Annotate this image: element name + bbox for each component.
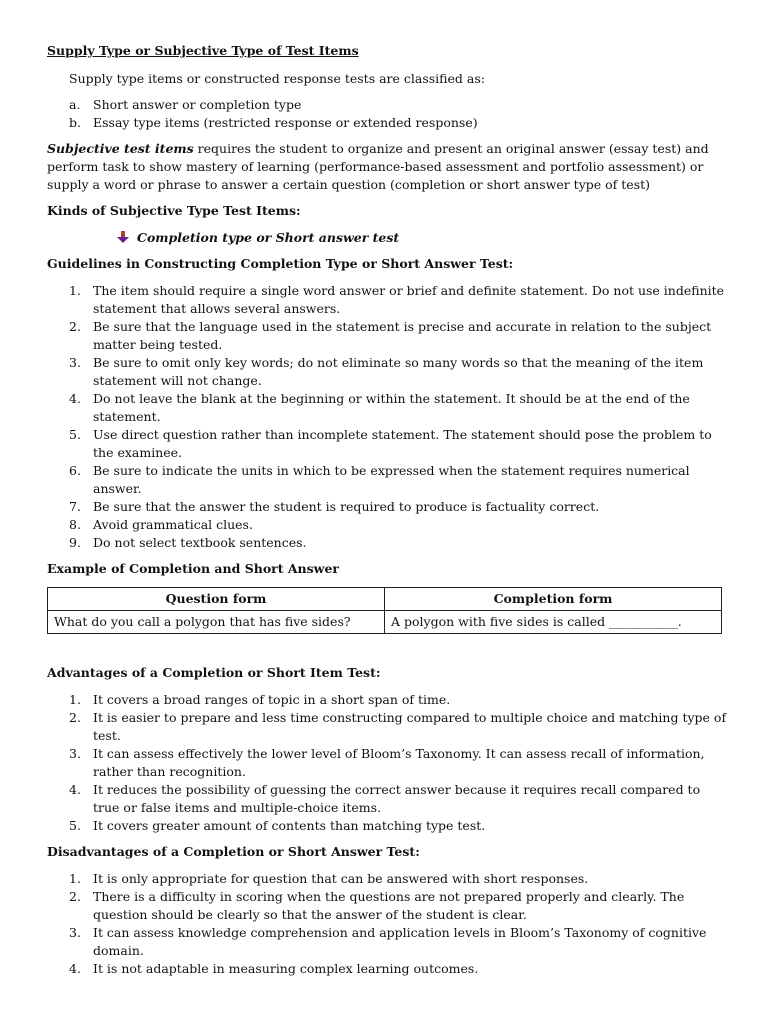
arrow-down-icon bbox=[117, 231, 129, 243]
definition-text: requires the student to organize and present an original answer (essay test) and perform task to show mastery of learning (performance-based assessment and portfolio assessment) or supply a word or phrase to answer a certain question (completion or short answer type of test) bbox=[47, 141, 709, 192]
list-item bbox=[47, 354, 727, 390]
list-item bbox=[47, 781, 727, 817]
definition-term: Subjective test items bbox=[47, 141, 194, 156]
list-number: 3. bbox=[69, 746, 81, 761]
types-list bbox=[47, 96, 727, 132]
table-cell: What do you call a polygon that has five sides? bbox=[48, 611, 385, 634]
list-item-text: It is not adaptable in measuring complex learning outcomes. bbox=[93, 961, 479, 976]
list-item-text: The item should require a single word answer or brief and definite statement. Do not use indefinite statement that allows several answers. bbox=[93, 283, 725, 316]
list-number: 9. bbox=[69, 535, 81, 550]
list-marker: b. bbox=[69, 115, 81, 130]
list-number: 2. bbox=[69, 710, 81, 725]
list-item-text: Avoid grammatical clues. bbox=[93, 517, 253, 532]
list-item-text: It can assess effectively the lower level of Bloom’s Taxonomy. It can assess recall of information, rather than recognition. bbox=[93, 746, 705, 779]
list-item-text: Be sure to indicate the units in which to be expressed when the statement requires numerical answer. bbox=[93, 463, 690, 496]
kinds-heading: Kinds of Subjective Type Test Items: bbox=[47, 203, 301, 218]
list-number: 4. bbox=[69, 782, 81, 797]
list-item bbox=[47, 426, 727, 462]
list-item-text: Use direct question rather than incomplete statement. The statement should pose the problem to the examinee. bbox=[93, 427, 712, 460]
example-table bbox=[47, 587, 722, 634]
list-item bbox=[47, 534, 727, 552]
list-item-text: It can assess knowledge comprehension and application levels in Bloom’s Taxonomy of cognitive domain. bbox=[93, 925, 707, 958]
list-number: 1. bbox=[69, 283, 81, 298]
guidelines-heading: Guidelines in Constructing Completion Type or Short Answer Test: bbox=[47, 256, 514, 271]
example-heading: Example of Completion and Short Answer bbox=[47, 561, 339, 576]
list-number: 1. bbox=[69, 692, 81, 707]
table-row bbox=[48, 611, 722, 634]
table-cell: A polygon with five sides is called ___________. bbox=[385, 611, 722, 634]
list-item bbox=[47, 498, 727, 516]
list-item-text: Be sure that the answer the student is required to produce is factuality correct. bbox=[93, 499, 600, 514]
list-item-text: Do not leave the blank at the beginning or within the statement. It should be at the end of the statement. bbox=[93, 391, 690, 424]
list-item bbox=[47, 282, 727, 318]
document-page bbox=[47, 42, 727, 978]
list-marker: a. bbox=[69, 97, 81, 112]
table-header-cell: Completion form bbox=[385, 588, 722, 611]
table-header-cell: Question form bbox=[48, 588, 385, 611]
list-number: 4. bbox=[69, 391, 81, 406]
list-item-text: It covers greater amount of contents than matching type test. bbox=[93, 818, 486, 833]
list-number: 8. bbox=[69, 517, 81, 532]
list-item bbox=[47, 516, 727, 534]
intro-text: Supply type items or constructed response tests are classified as: bbox=[69, 71, 485, 86]
list-item-text: Be sure that the language used in the statement is precise and accurate in relation to the subject matter being tested. bbox=[93, 319, 712, 352]
list-item-text: It covers a broad ranges of topic in a short span of time. bbox=[93, 692, 451, 707]
advantages-list bbox=[47, 691, 727, 835]
table-header-row bbox=[48, 588, 722, 611]
list-item-text: Be sure to omit only key words; do not eliminate so many words so that the meaning of the item statement will not change. bbox=[93, 355, 704, 388]
list-number: 2. bbox=[69, 319, 81, 334]
definition-paragraph bbox=[47, 140, 727, 194]
list-item bbox=[47, 114, 727, 132]
list-number: 3. bbox=[69, 925, 81, 940]
list-item-text: There is a difficulty in scoring when the questions are not prepared properly and clearly. The question should be clearly so that the answer of the student is clear. bbox=[93, 889, 685, 922]
list-number: 5. bbox=[69, 427, 81, 442]
disadvantages-list bbox=[47, 870, 727, 978]
list-item-text: Essay type items (restricted response or extended response) bbox=[93, 115, 478, 130]
list-item-text: It is only appropriate for question that can be answered with short responses. bbox=[93, 871, 589, 886]
list-item bbox=[47, 960, 727, 978]
list-item-text: Short answer or completion type bbox=[93, 97, 302, 112]
list-number: 6. bbox=[69, 463, 81, 478]
list-item bbox=[47, 817, 727, 835]
list-number: 7. bbox=[69, 499, 81, 514]
list-item-text: It reduces the possibility of guessing the correct answer because it requires recall compared to true or false items and multiple-choice items. bbox=[93, 782, 701, 815]
list-item-text: Do not select textbook sentences. bbox=[93, 535, 307, 550]
kinds-bullet-text: Completion type or Short answer test bbox=[137, 230, 400, 245]
list-item-text: It is easier to prepare and less time constructing compared to multiple choice and matching type of test. bbox=[93, 710, 727, 743]
page-title: Supply Type or Subjective Type of Test Items bbox=[47, 43, 359, 58]
list-item bbox=[47, 709, 727, 745]
list-item bbox=[47, 924, 727, 960]
list-item bbox=[47, 462, 727, 498]
list-item bbox=[47, 691, 727, 709]
list-number: 1. bbox=[69, 871, 81, 886]
list-item bbox=[47, 318, 727, 354]
advantages-heading: Advantages of a Completion or Short Item Test: bbox=[47, 665, 381, 680]
kinds-bullet bbox=[117, 229, 727, 247]
list-number: 3. bbox=[69, 355, 81, 370]
guidelines-list bbox=[47, 282, 727, 552]
list-number: 4. bbox=[69, 961, 81, 976]
disadvantages-heading: Disadvantages of a Completion or Short Answer Test: bbox=[47, 844, 420, 859]
list-item bbox=[47, 96, 727, 114]
list-number: 2. bbox=[69, 889, 81, 904]
list-item bbox=[47, 390, 727, 426]
list-item bbox=[47, 888, 727, 924]
list-item bbox=[47, 870, 727, 888]
list-number: 5. bbox=[69, 818, 81, 833]
list-item bbox=[47, 745, 727, 781]
